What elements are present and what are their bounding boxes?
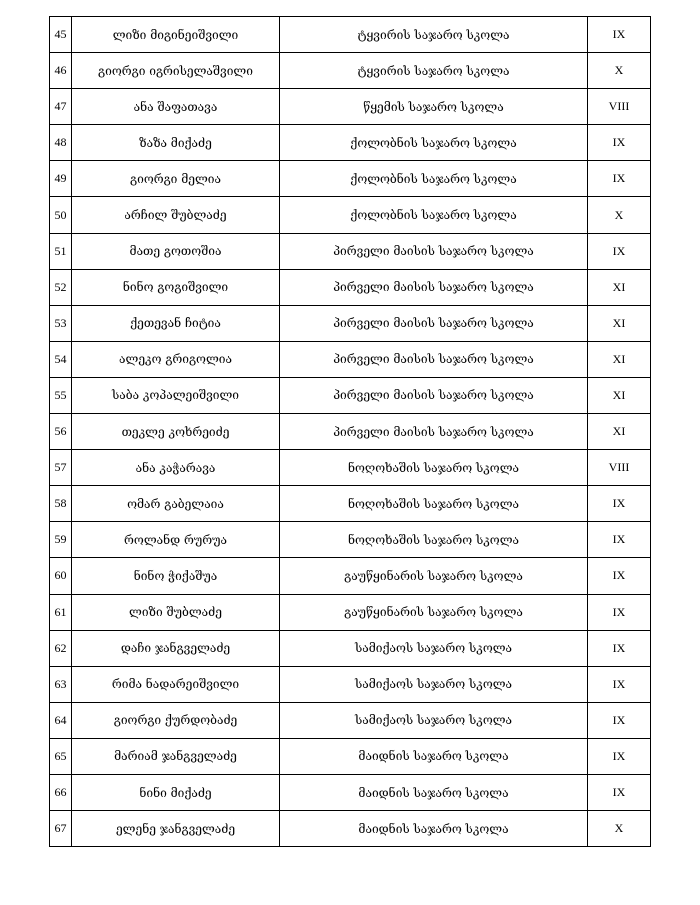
school-name: ტყვირის საჯარო სკოლა [280,17,588,53]
grade-level: IX [588,594,651,630]
school-name: ნოღოხაშის საჯარო სკოლა [280,522,588,558]
grade-level: IX [588,630,651,666]
table-row [50,450,651,486]
student-name: ანა კაჭარავა [72,450,280,486]
school-name: გაუწყინარის საჯარო სკოლა [280,594,588,630]
table-row [50,89,651,125]
grade-level: IX [588,558,651,594]
student-name: გიორგი მელია [72,161,280,197]
table-row [50,811,651,847]
table-row [50,377,651,413]
table-row [50,197,651,233]
school-name: სამიქაოს საჯარო სკოლა [280,702,588,738]
grade-level: VIII [588,450,651,486]
row-number: 55 [50,377,72,413]
school-name: პირველი მაისის საჯარო სკოლა [280,341,588,377]
grade-level: IX [588,486,651,522]
student-name: როლანდ რურუა [72,522,280,558]
school-name: მაიდნის საჯარო სკოლა [280,811,588,847]
row-number: 65 [50,738,72,774]
grade-level: IX [588,666,651,702]
school-name: პირველი მაისის საჯარო სკოლა [280,414,588,450]
student-name: მარიამ ჯანგველაძე [72,738,280,774]
grade-level: IX [588,125,651,161]
student-name: რიმა ნადარეიშვილი [72,666,280,702]
student-name: ლიზი მიგინეიშვილი [72,17,280,53]
table-row [50,414,651,450]
grade-level: XI [588,377,651,413]
row-number: 49 [50,161,72,197]
row-number: 48 [50,125,72,161]
school-name: ნოღოხაშის საჯარო სკოლა [280,486,588,522]
student-name: მათე გოთოშია [72,233,280,269]
school-name: სამიქაოს საჯარო სკოლა [280,630,588,666]
table-row [50,630,651,666]
row-number: 61 [50,594,72,630]
student-name: გიორგი იგრისელაშვილი [72,53,280,89]
grade-level: IX [588,161,651,197]
table-row [50,486,651,522]
grade-level: XI [588,414,651,450]
grade-level: IX [588,522,651,558]
student-name: ზაზა მიქაძე [72,125,280,161]
table-row [50,233,651,269]
grade-level: IX [588,17,651,53]
table-row [50,558,651,594]
student-name: ლიზი შუბლაძე [72,594,280,630]
grade-level: VIII [588,89,651,125]
table-row [50,594,651,630]
school-name: გაუწყინარის საჯარო სკოლა [280,558,588,594]
row-number: 66 [50,774,72,810]
table-row [50,774,651,810]
school-name: ტყვირის საჯარო სკოლა [280,53,588,89]
table-row [50,305,651,341]
school-name: ქოლობნის საჯარო სკოლა [280,197,588,233]
student-name: დაჩი ჯანგველაძე [72,630,280,666]
table-row [50,738,651,774]
grade-level: X [588,197,651,233]
row-number: 45 [50,17,72,53]
grade-level: IX [588,233,651,269]
grade-level: X [588,53,651,89]
row-number: 57 [50,450,72,486]
row-number: 58 [50,486,72,522]
student-name: ნინო გოგიშვილი [72,269,280,305]
grade-level: IX [588,774,651,810]
school-name: ნოღოხაშის საჯარო სკოლა [280,450,588,486]
school-name: მაიდნის საჯარო სკოლა [280,738,588,774]
row-number: 60 [50,558,72,594]
school-name: პირველი მაისის საჯარო სკოლა [280,377,588,413]
row-number: 53 [50,305,72,341]
student-roster-table [49,16,651,847]
student-name: გიორგი ქურდობაძე [72,702,280,738]
grade-level: XI [588,269,651,305]
table-row [50,53,651,89]
row-number: 50 [50,197,72,233]
row-number: 52 [50,269,72,305]
row-number: 51 [50,233,72,269]
student-name: ქეთევან ჩიტია [72,305,280,341]
table-row [50,666,651,702]
row-number: 64 [50,702,72,738]
student-name: ალეკო გრიგოლია [72,341,280,377]
school-name: პირველი მაისის საჯარო სკოლა [280,233,588,269]
row-number: 46 [50,53,72,89]
table-row [50,125,651,161]
student-name: საბა კოპალეიშვილი [72,377,280,413]
row-number: 59 [50,522,72,558]
row-number: 63 [50,666,72,702]
table-row [50,17,651,53]
student-name: ომარ გაბელაია [72,486,280,522]
school-name: წყემის საჯარო სკოლა [280,89,588,125]
grade-level: IX [588,738,651,774]
grade-level: XI [588,305,651,341]
student-name: ნინო ჭიქაშუა [72,558,280,594]
roster-body [50,17,651,847]
row-number: 54 [50,341,72,377]
school-name: პირველი მაისის საჯარო სკოლა [280,305,588,341]
grade-level: X [588,811,651,847]
row-number: 47 [50,89,72,125]
student-name: ელენე ჯანგველაძე [72,811,280,847]
student-name: არჩილ შუბლაძე [72,197,280,233]
row-number: 67 [50,811,72,847]
school-name: პირველი მაისის საჯარო სკოლა [280,269,588,305]
row-number: 56 [50,414,72,450]
row-number: 62 [50,630,72,666]
student-name: ანა შაფათავა [72,89,280,125]
table-row [50,161,651,197]
table-row [50,341,651,377]
grade-level: XI [588,341,651,377]
table-row [50,522,651,558]
school-name: მაიდნის საჯარო სკოლა [280,774,588,810]
school-name: ქოლობნის საჯარო სკოლა [280,161,588,197]
table-row [50,269,651,305]
grade-level: IX [588,702,651,738]
table-row [50,702,651,738]
school-name: სამიქაოს საჯარო სკოლა [280,666,588,702]
school-name: ქოლობნის საჯარო სკოლა [280,125,588,161]
student-name: თეკლე კოხრეიძე [72,414,280,450]
student-name: ნინი მიქაძე [72,774,280,810]
